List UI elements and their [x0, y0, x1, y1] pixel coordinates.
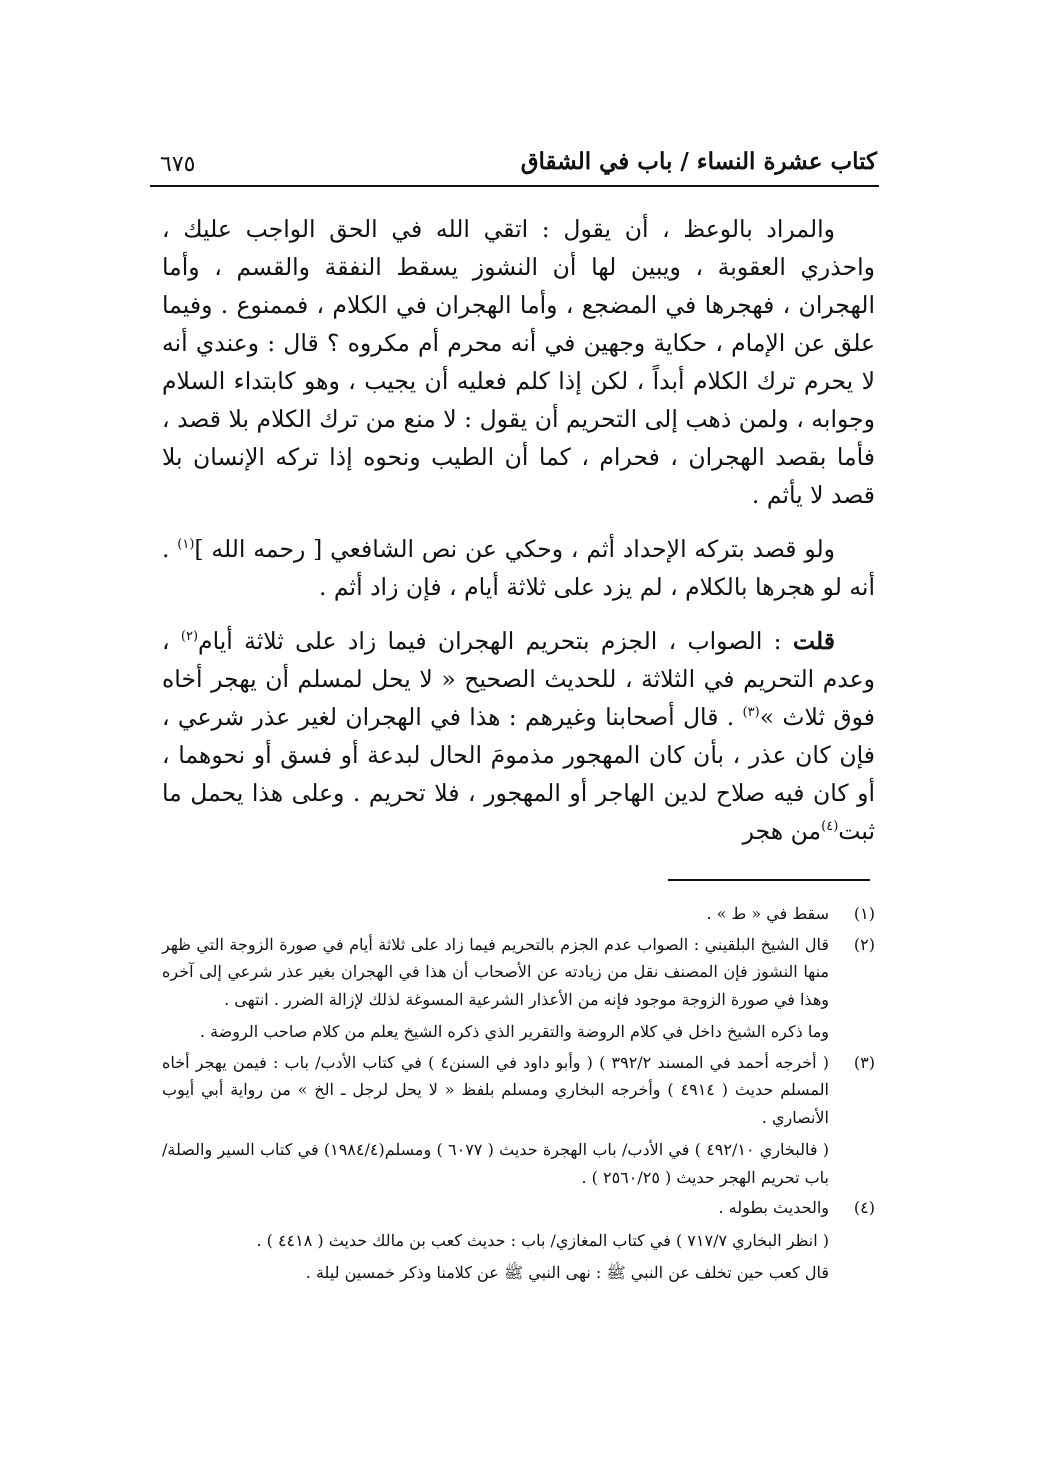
- footnote-text: ( انظر البخاري ٧١٧/٧ ) في كتاب المغازي/ باب : حديث كعب بن مالك حديث ( ٤٤١٨ ) .: [256, 1230, 829, 1250]
- footnote-text: قال كعب حين تخلف عن النبي ﷺ : نهى النبي ﷺ عن كلامنا وذكر خمسين ليلة .: [305, 1263, 829, 1282]
- paragraph-2-text-b: . أنه لو هجرها بالكلام ، لم يزد على ثلاثة أيام ، فإن زاد أثم .: [162, 535, 875, 601]
- footnote-body: [162, 900, 829, 928]
- paragraph-3: [162, 622, 875, 850]
- footnote-4: [162, 1194, 875, 1287]
- footnote-body: [162, 931, 829, 1046]
- footnote-ref-4[interactable]: (٤): [821, 819, 839, 835]
- footnote-number: (٢): [853, 934, 875, 954]
- footnote-1: [162, 900, 875, 928]
- qultu-lead-word: قلت: [792, 627, 835, 655]
- paragraph-2: [162, 530, 875, 606]
- footnote-text: ( فالبخاري ٤٩٢/١٠ ) في الأدب/ باب الهجرة حديث ( ٦٠٧٧ ) ومسلم(١٩٨٤/٤) في كتاب السير والصلة/ باب تحريم الهجر حديث ( ٢٥٦٠/٢٥ ) .: [162, 1140, 829, 1187]
- footnote-ref-1[interactable]: (١): [177, 537, 195, 553]
- footnote-body: [162, 1194, 829, 1287]
- footnote-body: [162, 1049, 829, 1192]
- page-number: ٦٧٥: [160, 152, 196, 177]
- footnotes: [162, 900, 875, 1290]
- paragraph-3-text-b: ، وعدم التحريم في الثلاثة ، للحديث الصحيح « لا يحل لمسلم أن يهجر أخاه فوق ثلاث »: [162, 627, 875, 731]
- footnote-text: قال الشيخ البلقيني : الصواب عدم الجزم بالتحريم فيما زاد على ثلاثة أيام في صورة الزوجة التي ظهر منها النشوز فإن المصنف نقل من زيادته عن الأصحاب أن هذا في الهجران بغير عذر شرعي إلى آخره وهذا في صورة الزوجة موجود فإنه من الأعذار الشرعية المسوغة لذلك لإزالة الضرر . انتهى .: [162, 934, 830, 1009]
- paragraph-2-text-a: ولو قصد بتركه الإحداد أثم ، وحكي عن نص الشافعي [ رحمه الله ]: [194, 535, 835, 563]
- footnote-ref-2[interactable]: (٢): [180, 629, 199, 645]
- footnote-number: (٣): [853, 1052, 875, 1072]
- header-rule: [150, 185, 879, 187]
- running-title: كتاب عشرة النساء / باب في الشقاق: [520, 148, 877, 175]
- page-header: [160, 146, 877, 186]
- paragraph-3-text-d: من هجر: [742, 817, 822, 845]
- footnote-number: (٤): [853, 1198, 875, 1217]
- footnote-text: سقط في « ط » .: [706, 904, 829, 923]
- footnote-2: [162, 931, 875, 1046]
- paragraph-3-text-c: . قال أصحابنا وغيرهم : هذا في الهجران لغير عذر شرعي ، فإن كان عذر ، بأن كان المهجور مذمومَ الحال لبدعة أو فسق أو نحوهما ، أو كان فيه صلاح لدين الهاجر أو المهجور ، فلا تحريم . وعلى هذا يحمل ما ثبت: [162, 703, 875, 845]
- paragraph-3-text-a: : الصواب ، الجزم بتحريم الهجران فيما زاد على ثلاثة أيام: [198, 627, 793, 655]
- footnote-text: وما ذكره الشيخ داخل في كلام الروضة والتقرير الذي ذكره الشيخ يعلم من كلام صاحب الروضة .: [199, 1022, 829, 1041]
- paragraph-1: والمراد بالوعظ ، أن يقول : اتقي الله في الحق الواجب عليك ، واحذري العقوبة ، ويبين لها أن النشوز يسقط النفقة والقسم ، وأما الهجران ، فهجرها في المضجع ، وأما الهجران في الكلام ، فممنوع . وفيما علق عن الإمام ، حكاية وجهين في أنه محرم أم مكروه ؟ قال : وعندي أنه لا يحرم ترك الكلام أبداً ، لكن إذا كلم فعليه أن يجيب ، وهو كابتداء السلام وجوابه ، ولمن ذهب إلى التحريم أن يقول : لا منع من ترك الكلام بلا قصد ، فأما بقصد الهجران ، فحرام ، كما أن الطيب ونحوه إذا تركه الإنسان بلا قصد لا يأثم .: [162, 215, 875, 509]
- footnote-3: [162, 1049, 875, 1192]
- footnote-separator: [668, 879, 870, 881]
- footnote-text: ( أخرجه أحمد في المسند ٣٩٢/٢ ) ( وأبو داود في السنن٤ ) في كتاب الأدب/ باب : فيمن يهجر أخاه المسلم حديث ( ٤٩١٤ ) وأخرجه البخاري ومسلم بلفظ « لا يحل لرجل ـ الخ » من رواية أبي أيوب الأنصاري .: [162, 1052, 830, 1127]
- main-text: [162, 210, 875, 850]
- footnote-ref-3[interactable]: (٣): [742, 705, 760, 721]
- footnote-text: والحديث بطوله .: [718, 1198, 829, 1217]
- footnote-number: (١): [853, 904, 875, 923]
